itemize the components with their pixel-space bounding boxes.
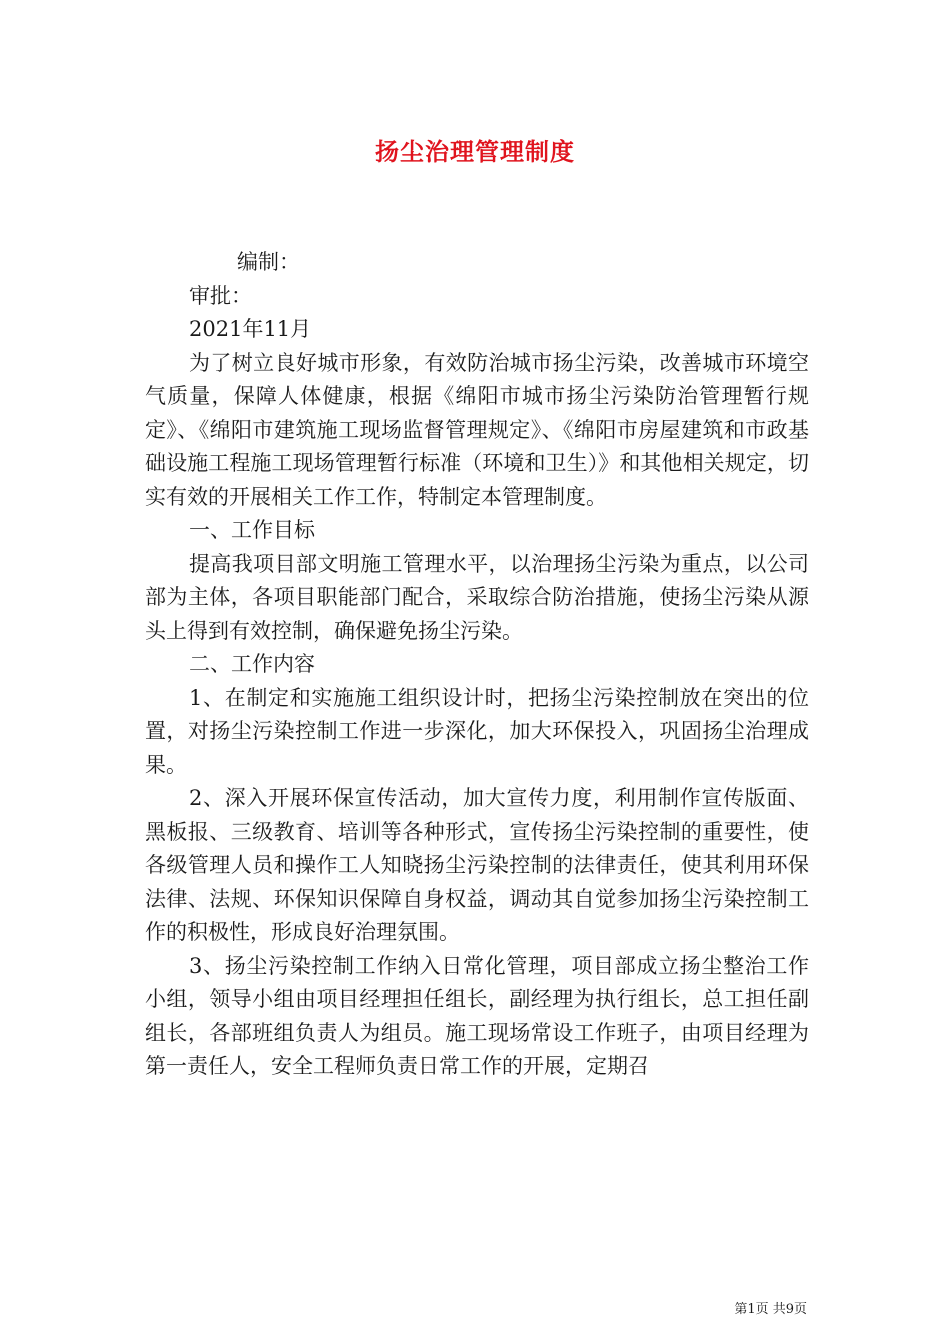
approver-label: 审批： — [189, 283, 252, 308]
document-body — [145, 246, 809, 1084]
section1-paragraph: 提高我项目部文明施工管理水平，以治理扬尘污染为重点，以公司部为主体，各项目职能部门配合，采取综合防治措施，使扬尘污染从源头上得到有效控制，确保避免扬尘污染。 — [145, 551, 809, 643]
item3-paragraph: 3、扬尘污染控制工作纳入日常化管理，项目部成立扬尘整治工作小组，领导小组由项目经理担任组长，副经理为执行组长，总工担任副组长，各部班组负责人为组员。施工现场常设工作班子，由项目经理为第一责任人，安全工程师负责日常工作的开展，定期召 — [145, 953, 809, 1078]
document-title: 扬尘治理管理制度 — [375, 137, 575, 166]
intro-paragraph: 为了树立良好城市形象，有效防治城市扬尘污染，改善城市环境空气质量，保障人体健康，根据《绵阳市城市扬尘污染防治管理暂行规定》、《绵阳市建筑施工现场监督管理规定》、《绵阳市房屋建筑和市政基础设施工程施工现场管理暂行标准（环境和卫生）》和其他相关规定，切实有效的开展相关工作工作，特制定本管理制度。 — [145, 350, 809, 509]
editor-label: 编制： — [237, 250, 300, 274]
section2-heading: 二、工作内容 — [189, 652, 315, 676]
document-date: 2021年11月 — [189, 317, 312, 341]
item2-paragraph: 2、深入开展环保宣传活动，加大宣传力度，利用制作宣传版面、黑板报、三级教育、培训等各种形式，宣传扬尘污染控制的重要性，使各级管理人员和操作工人知晓扬尘污染控制的法律责任，使其利用环保法律、法规、环保知识保障自身权益，调动其自觉参加扬尘污染控制工作的积极性，形成良好治理氛围。 — [145, 786, 809, 944]
item1-paragraph: 1、在制定和实施施工组织设计时，把扬尘污染控制放在突出的位置，对扬尘污染控制工作进一步深化，加大环保投入，巩固扬尘治理成果。 — [145, 685, 809, 777]
page-number-footer: 第1页 共9页 — [734, 1302, 807, 1317]
section1-heading: 一、工作目标 — [189, 518, 315, 542]
